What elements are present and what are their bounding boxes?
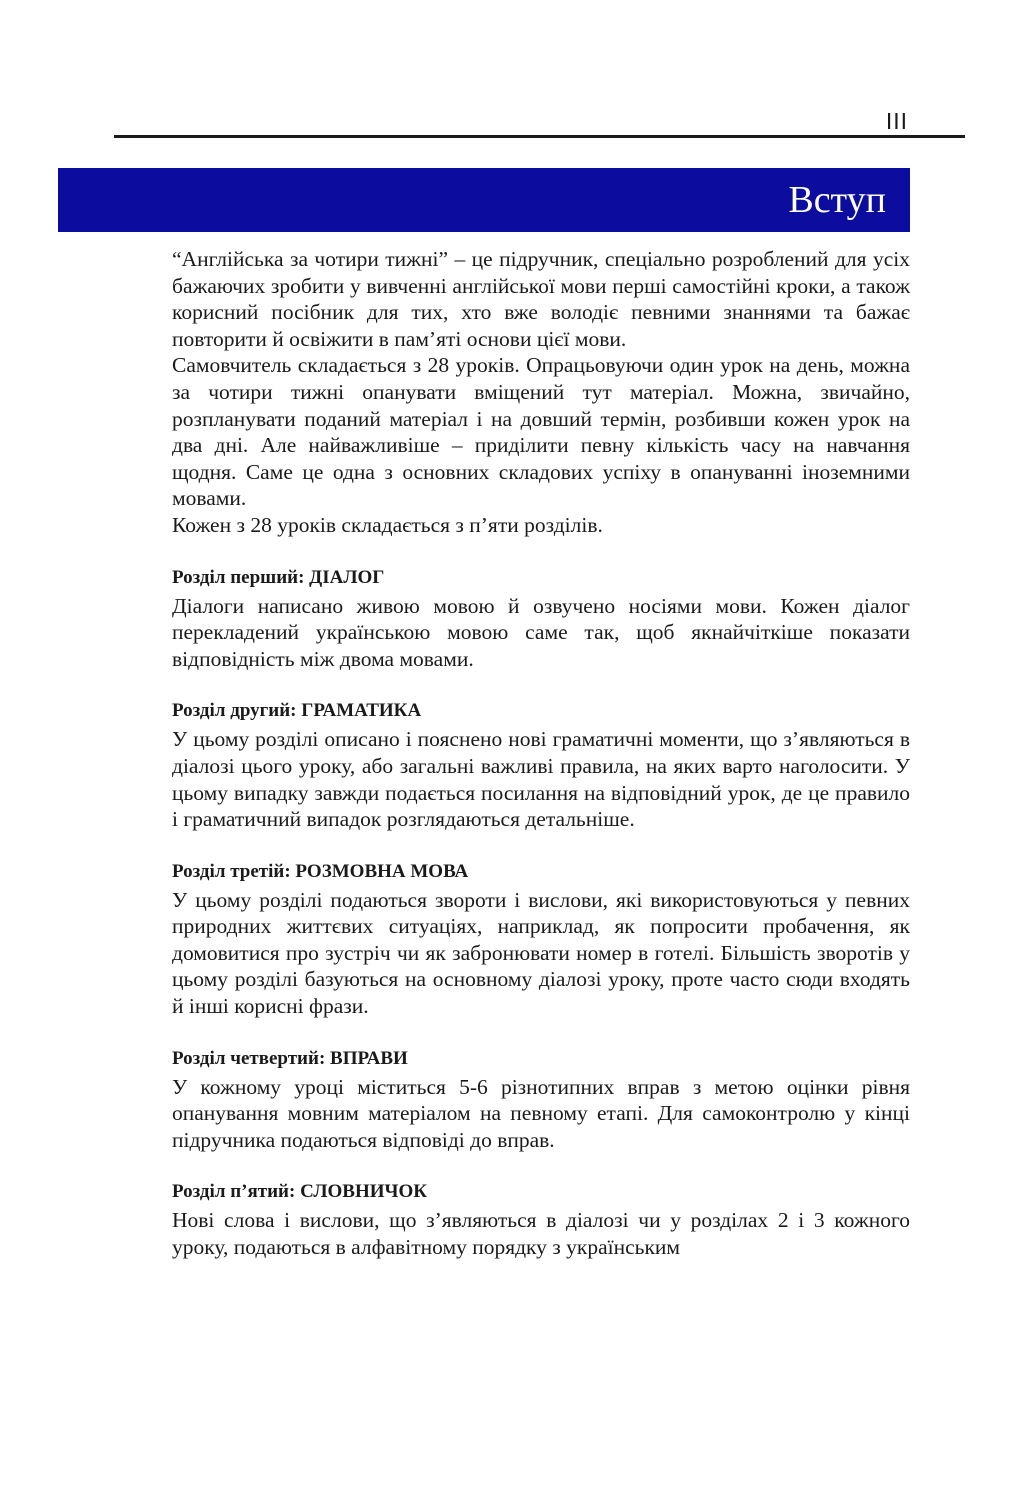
chapter-title: Вступ [788,179,886,221]
page-content [172,246,910,1261]
section-grammar [172,698,910,832]
section-vocabulary [172,1179,910,1260]
top-rule [114,135,965,138]
section-text: У кожному уроці міститься 5-6 різнотипних вправ з метою оцінки рівня опанування мовним матеріалом на певному етапі. Для самоконтролю у кінці підручника подаються відповіді до вправ. [172,1074,910,1152]
intro-paragraph: Самовчитель складається з 28 уроків. Опрацьовуючи один урок на день, можна за чотири тижні опанувати вміщений тут матеріал. Можна, звичайно, розпланувати поданий матеріал і на довший термін, розбивши кожен урок на два дні. Але найважливіше – приділити певну кількість часу на навчання щодня. Саме це одна з основних складових успіху в опануванні іноземними мовами. [172,353,910,511]
section-heading: Розділ перший: ДІАЛОГ [172,566,385,588]
intro-paragraph: “Англійська за чотири тижні” – це підручник, спеціально розроблений для усіх бажаючих зробити у вивченні англійської мови перші самостійні кроки, а також корисний посібник для тих, хто вже володіє певними знаннями та бажає повторити й освіжити в пам’яті основи цієї мови. [172,247,910,351]
section-conversation [172,859,910,1020]
intro-paragraph: Кожен з 28 уроків складається з п’яти розділів. [172,512,603,537]
section-heading: Розділ п’ятий: СЛОВНИЧОК [172,1181,427,1203]
section-text: У цьому розділі подаються звороти і вислови, які використовуються у певних природних життєвих ситуаціях, наприклад, як попросити пробачення, як домовитися про зустріч чи як забронювати номер в готелі. Більшість зворотів у цьому розділі базуються на основному діалозі уроку, проте часто сюди входять й інші корисні фрази. [172,887,910,1019]
chapter-banner [58,168,910,232]
section-heading: Розділ другий: ГРАМАТИКА [172,700,422,722]
section-text: Діалоги написано живою мовою й озвучено носіями мови. Кожен діалог перекладений українською мовою саме так, щоб якнайчіткіше показати відповідність між двома мовами. [172,593,910,671]
section-heading: Розділ третій: РОЗМОВНА МОВА [172,860,469,882]
section-dialogue [172,565,910,673]
section-text: У цьому розділі описано і пояснено нові граматичні моменти, що з’являються в діалозі цього уроку, або загальні важливі правила, на яких варто наголосити. У цьому випадку завжди подається посилання на відповідний урок, де це правило і граматичний випадок розглядаються детальніше. [172,727,910,832]
section-exercises [172,1046,910,1154]
page-number: III [885,108,908,134]
section-text: Нові слова і вислови, що з’являються в діалозі чи у розділах 2 і 3 кожного уроку, подаються в алфавітному порядку з українським [172,1208,910,1260]
section-heading: Розділ четвертий: ВПРАВИ [172,1047,408,1069]
